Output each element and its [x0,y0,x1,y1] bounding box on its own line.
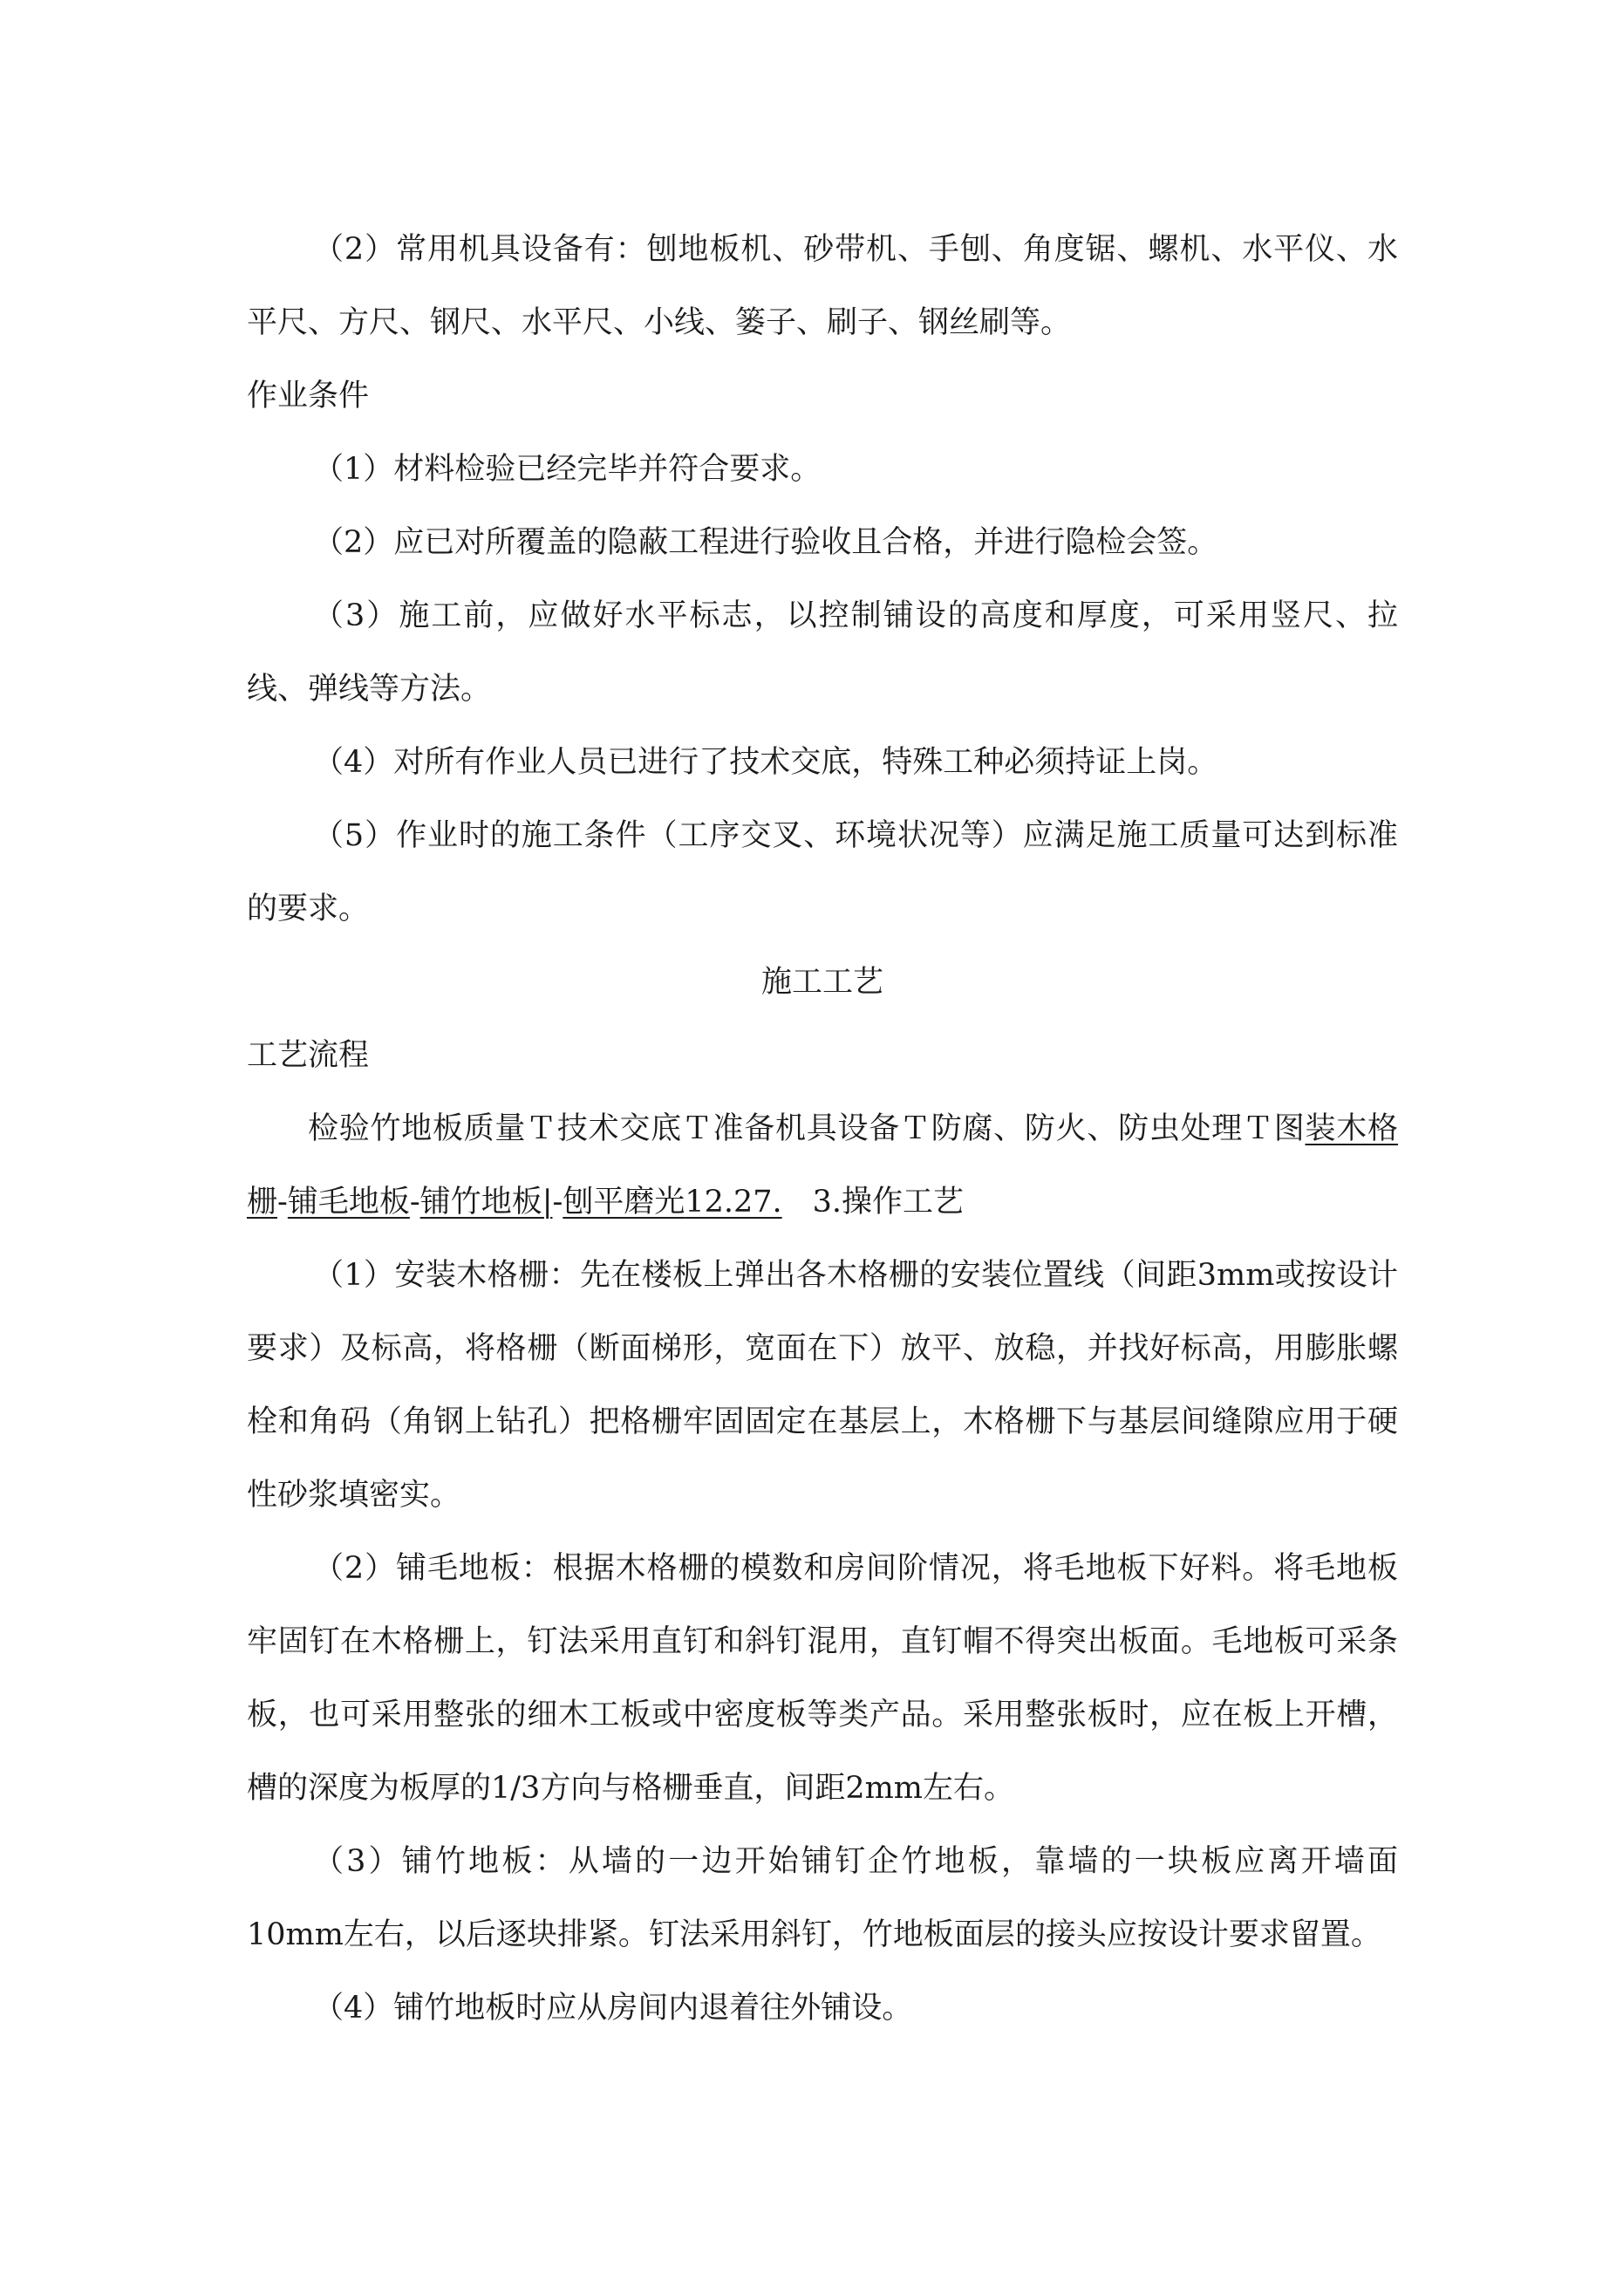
step-install-grid: （1）安装木格栅：先在楼板上弹出各木格栅的安装位置线（间距3mm或按设计要求）及标高，将格栅（断面梯形，宽面在下）放平、放稳，并找好标高，用膨胀螺栓和角码（角钢上钻孔）把格栅牢固固定在基层上，木格栅下与基层间缝隙应用于硬性砂浆填密实。 [247,1258,1398,1513]
tools-paragraph: （2）常用机具设备有：刨地板机、砂带机、手刨、角度锯、螺机、水平仪、水平尺、方尺、钢尺、水平尺、小线、篓子、刷子、钢丝刷等。 [247,232,1398,340]
flow-separator: - [552,1185,563,1220]
flow-step-install-grid: 装木格栅 [247,1111,1398,1220]
flow-step-subfloor: 铺毛地板 [287,1185,410,1220]
flow-step-sanding: 刨平磨光 [563,1185,685,1220]
condition-item-4: （4）对所有作业人员已进行了技术交底，特殊工种必须持证上岗。 [313,745,1218,780]
flow-tail-heading: 3.操作工艺 [781,1185,965,1220]
flow-separator: - [409,1185,420,1220]
condition-item-5: （5）作业时的施工条件（工序交叉、环境状况等）应满足施工质量可达到标准的要求。 [247,818,1398,926]
document-body [247,213,1398,2045]
step-subfloor: （2）铺毛地板：根据木格栅的模数和房间阶情况，将毛地板下好料。将毛地板牢固钉在木格栅上，钉法采用直钉和斜钉混用，直钉帽不得突出板面。毛地板可采条板，也可采用整张的细木工板或中密度板等类产品。采用整张板时，应在板上开槽，槽的深度为板厚的1/3方向与格栅垂直，间距2mm左右。 [247,1551,1398,1806]
condition-item-3: （3）施工前，应做好水平标志，以控制铺设的高度和厚度，可采用竖尺、拉线、弹线等方法。 [247,598,1398,707]
step-bamboo-floor: （3）铺竹地板：从墙的一边开始铺钉企竹地板，靠墙的一块板应离开墙面10mm左右，以后逐块排紧。钉法采用斜钉，竹地板面层的接头应按设计要求留置。 [247,1844,1398,1952]
step-laying-direction: （4）铺竹地板时应从房间内退着往外铺设。 [313,1991,913,2026]
condition-item-1: （1）材料检验已经完毕并符合要求。 [313,452,822,487]
heading-process-flow: 工艺流程 [247,1038,370,1073]
condition-item-2: （2）应已对所覆盖的隐蔽工程进行验收且合格，并进行隐检会签。 [313,525,1218,560]
flow-number: 12.27. [685,1185,782,1220]
flow-separator: - [277,1185,288,1220]
heading-work-conditions: 作业条件 [247,379,370,413]
section-title-construction-process: 施工工艺 [760,965,883,1000]
flow-step-bamboo-floor: 铺竹地板| [419,1185,553,1220]
flow-text: 检验竹地板质量Ｔ技术交底Ｔ准备机具设备Ｔ防腐、防火、防虫处理Ｔ图 [308,1111,1306,1146]
process-flow-paragraph [247,1092,1398,1239]
